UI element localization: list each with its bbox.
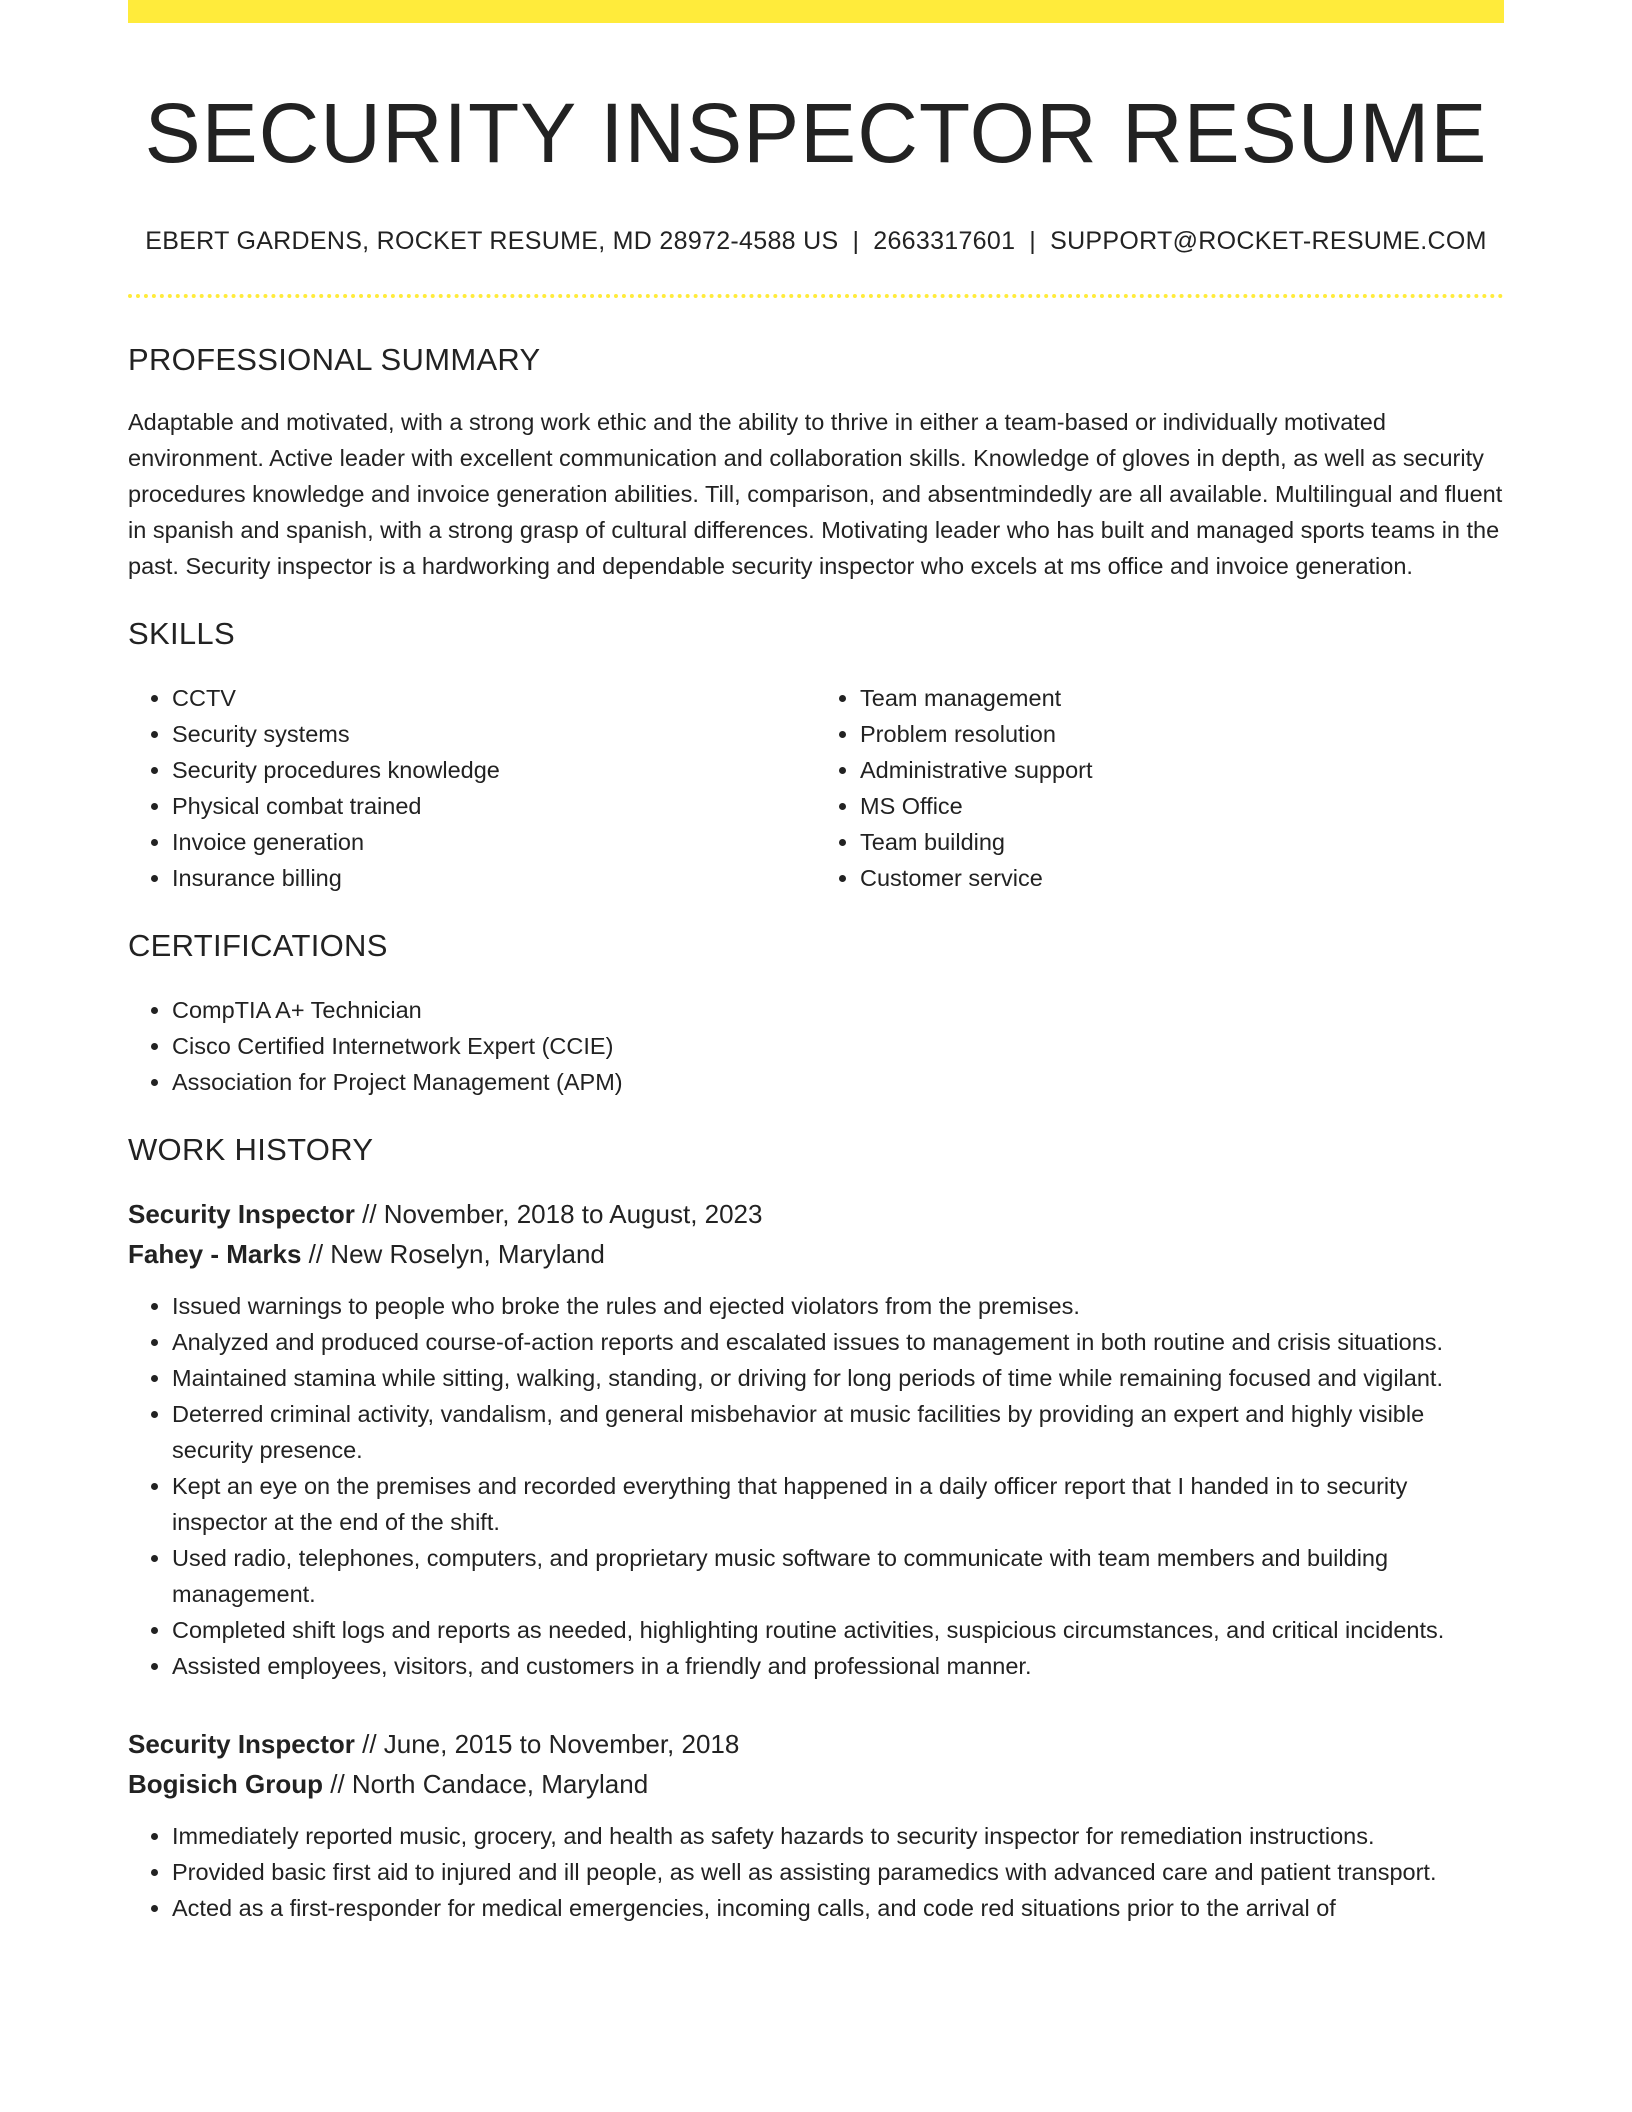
contact-line <box>128 227 1504 256</box>
work-history-heading: WORK HISTORY <box>128 1132 374 1168</box>
accent-top-bar <box>128 0 1504 23</box>
job-company: Bogisich Group <box>128 1769 323 1800</box>
job-entry <box>128 1724 1504 1926</box>
job-title-line <box>128 1724 1504 1764</box>
skill-item: • Security systems <box>172 716 816 752</box>
job-company: Fahey - Marks <box>128 1239 302 1270</box>
contact-phone: 2663317601 <box>873 227 1016 256</box>
job-duty: • Issued warnings to people who broke the rules and ejected violators from the premises. <box>172 1288 1504 1324</box>
certifications-heading: CERTIFICATIONS <box>128 928 388 964</box>
skills-columns <box>128 680 1504 896</box>
job-duty: • Kept an eye on the premises and recorded everything that happened in a daily officer report that I handed in to security inspector at the end of the shift. <box>172 1468 1504 1540</box>
skill-item: • Customer service <box>860 860 1504 896</box>
job-duty: • Deterred criminal activity, vandalism, and general misbehavior at music facilities by providing an expert and highly visible security presence. <box>172 1396 1504 1468</box>
skill-item: • Security procedures knowledge <box>172 752 816 788</box>
skill-item: • Problem resolution <box>860 716 1504 752</box>
contact-address: EBERT GARDENS, ROCKET RESUME, MD 28972-4588 US <box>145 227 839 256</box>
skills-list-right <box>816 680 1504 896</box>
job-duties-list <box>128 1288 1504 1684</box>
job-company-line <box>128 1234 1504 1274</box>
certifications-list <box>128 992 1504 1100</box>
skill-item: • MS Office <box>860 788 1504 824</box>
skill-item: • Invoice generation <box>172 824 816 860</box>
job-location: // North Candace, Maryland <box>330 1769 649 1800</box>
job-title-line <box>128 1194 1504 1234</box>
skill-item: • Physical combat trained <box>172 788 816 824</box>
skill-item: • Team management <box>860 680 1504 716</box>
job-duty: • Maintained stamina while sitting, walking, standing, or driving for long periods of time while remaining focused and vigilant. <box>172 1360 1504 1396</box>
job-dates: // June, 2015 to November, 2018 <box>362 1729 740 1760</box>
summary-heading: PROFESSIONAL SUMMARY <box>128 342 541 378</box>
job-duty: • Acted as a first-responder for medical emergencies, incoming calls, and code red situations prior to the arrival of <box>172 1890 1504 1926</box>
job-duty: • Immediately reported music, grocery, and health as safety hazards to security inspector for remediation instructions. <box>172 1818 1504 1854</box>
job-duty: • Assisted employees, visitors, and customers in a friendly and professional manner. <box>172 1648 1504 1684</box>
certification-item: • Cisco Certified Internetwork Expert (CCIE) <box>172 1028 1504 1064</box>
resume-page <box>128 0 1504 1926</box>
job-title: Security Inspector <box>128 1199 355 1230</box>
job-duty: • Provided basic first aid to injured and ill people, as well as assisting paramedics with advanced care and patient transport. <box>172 1854 1504 1890</box>
skill-item: • Insurance billing <box>172 860 816 896</box>
certification-item: • CompTIA A+ Technician <box>172 992 1504 1028</box>
skill-item: • Administrative support <box>860 752 1504 788</box>
job-duty: • Completed shift logs and reports as needed, highlighting routine activities, suspicious circumstances, and critical incidents. <box>172 1612 1504 1648</box>
job-company-line <box>128 1764 1504 1804</box>
skills-list-left <box>128 680 816 896</box>
certification-item: • Association for Project Management (APM) <box>172 1064 1504 1100</box>
summary-text: Adaptable and motivated, with a strong work ethic and the ability to thrive in either a team-based or individually motivated environment. Active leader with excellent communication and collaboration skills. Knowledge of gloves in depth, as well as security procedures knowledge and invoice generation abilities. Till, comparison, and absentmindedly are all available. Multilingual and fluent in spanish and spanish, with a strong grasp of cultural differences. Motivating leader who has built and managed sports teams in the past. Security inspector is a hardworking and dependable security inspector who excels at ms office and invoice generation. <box>128 409 1503 580</box>
job-duty: • Analyzed and produced course-of-action reports and escalated issues to management in both routine and crisis situations. <box>172 1324 1504 1360</box>
contact-separator: | <box>852 227 860 256</box>
job-entry <box>128 1194 1504 1684</box>
dotted-divider <box>128 294 1504 298</box>
resume-title: SECURITY INSPECTOR RESUME <box>144 86 1488 180</box>
job-location: // New Roselyn, Maryland <box>308 1239 605 1270</box>
contact-separator: | <box>1029 227 1037 256</box>
skills-heading: SKILLS <box>128 616 235 652</box>
job-title: Security Inspector <box>128 1729 355 1760</box>
skill-item: • Team building <box>860 824 1504 860</box>
job-duties-list <box>128 1818 1504 1926</box>
skill-item: • CCTV <box>172 680 816 716</box>
contact-email: SUPPORT@ROCKET-RESUME.COM <box>1050 227 1487 256</box>
job-dates: // November, 2018 to August, 2023 <box>362 1199 763 1230</box>
job-duty: • Used radio, telephones, computers, and proprietary music software to communicate with team members and building management. <box>172 1540 1504 1612</box>
